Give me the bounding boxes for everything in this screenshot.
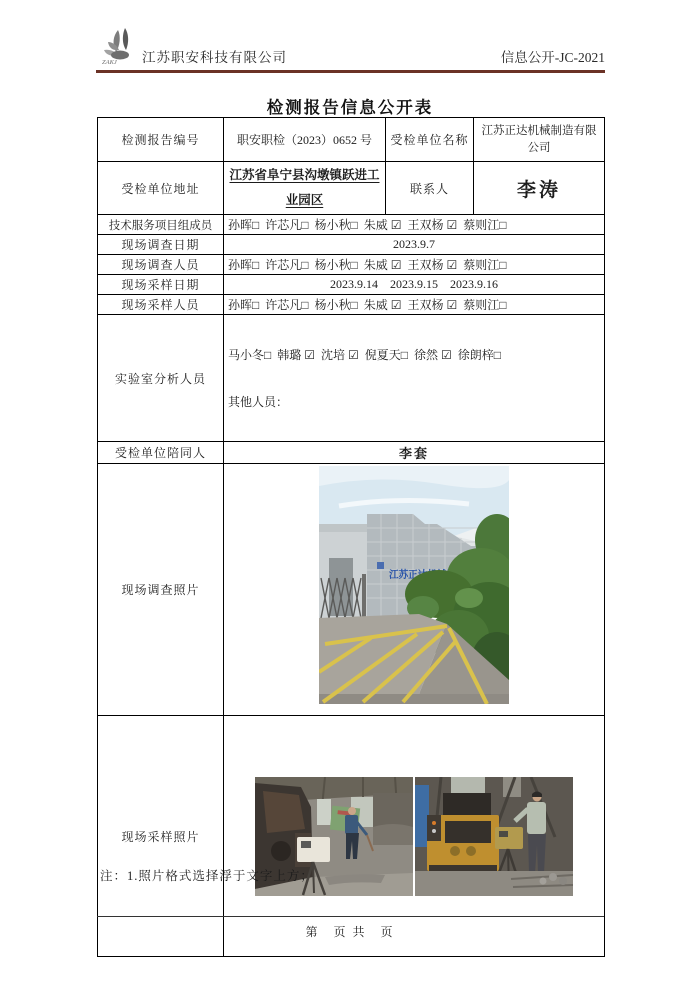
disclosure-form-table — [97, 117, 605, 957]
lab-staff-other: 其他人员： — [228, 395, 289, 409]
company-logo-icon — [98, 26, 140, 66]
unit-name-value: 江苏正达机械制造有限公司 — [474, 118, 605, 162]
project-team-label: 技术服务项目组成员 — [98, 215, 224, 235]
contact-label: 联系人 — [386, 162, 474, 215]
lab-staff-checkboxes — [224, 315, 605, 442]
sampling-date-label: 现场采样日期 — [98, 275, 224, 295]
sampling-photo-lathe — [415, 777, 573, 896]
table-row — [98, 716, 605, 957]
table-row — [98, 464, 605, 716]
report-no-value: 职安职检（2023）0652 号 — [224, 118, 386, 162]
unit-name-label: 受检单位名称 — [386, 118, 474, 162]
survey-staff-checkboxes: 孙晖□ 许芯凡□ 杨小秋□ 朱威 ☑ 王双杨 ☑ 蔡则江□ — [224, 255, 605, 275]
table-row — [98, 235, 605, 255]
lab-staff-line1: 马小冬□ 韩璐 ☑ 沈培 ☑ 倪夏天□ 徐然 ☑ 徐朗梓□ — [228, 348, 502, 362]
page-header — [96, 26, 605, 73]
table-row — [98, 315, 605, 442]
survey-photo-label: 现场调查照片 — [98, 464, 224, 716]
sampling-photo-label: 现场采样照片 — [98, 716, 224, 957]
unit-addr-value: 江苏省阜宁县沟墩镇跃进工业园区 — [224, 162, 386, 215]
report-no-label: 检测报告编号 — [98, 118, 224, 162]
footer-divider — [97, 916, 604, 917]
factory-entrance-photo — [319, 466, 509, 704]
page-title: 检测报告信息公开表 — [266, 98, 434, 117]
footnote: 注：1.照片格式选择浮于文字上方； — [100, 869, 314, 883]
unit-addr-label: 受检单位地址 — [98, 162, 224, 215]
lab-staff-label: 实验室分析人员 — [98, 315, 224, 442]
table-row — [98, 275, 605, 295]
project-team-checkboxes: 孙晖□ 许芯凡□ 杨小秋□ 朱威 ☑ 王双杨 ☑ 蔡则江□ — [224, 215, 605, 235]
contact-value: 李涛 — [474, 162, 605, 215]
company-name: 江苏职安科技有限公司 — [142, 50, 287, 65]
table-row — [98, 215, 605, 235]
sampling-date-value: 2023.9.14 2023.9.15 2023.9.16 — [224, 275, 605, 295]
page-number-placeholder: 第 页 共 页 — [305, 925, 395, 939]
table-row — [98, 162, 605, 215]
survey-photo-cell — [224, 464, 605, 716]
escort-value: 李套 — [224, 442, 605, 464]
sampling-staff-checkboxes: 孙晖□ 许芯凡□ 杨小秋□ 朱威 ☑ 王双杨 ☑ 蔡则江□ — [224, 295, 605, 315]
survey-staff-label: 现场调查人员 — [98, 255, 224, 275]
survey-date-label: 现场调查日期 — [98, 235, 224, 255]
sampling-staff-label: 现场采样人员 — [98, 295, 224, 315]
table-row — [98, 442, 605, 464]
table-row — [98, 118, 605, 162]
sampling-photo-cell — [224, 716, 605, 957]
document-code: 信息公开-JC-2021 — [500, 50, 605, 65]
table-row — [98, 295, 605, 315]
escort-label: 受检单位陪同人 — [98, 442, 224, 464]
svg-text:ZAKJ: ZAKJ — [102, 59, 117, 66]
survey-date-value: 2023.9.7 — [224, 235, 605, 255]
table-row — [98, 255, 605, 275]
